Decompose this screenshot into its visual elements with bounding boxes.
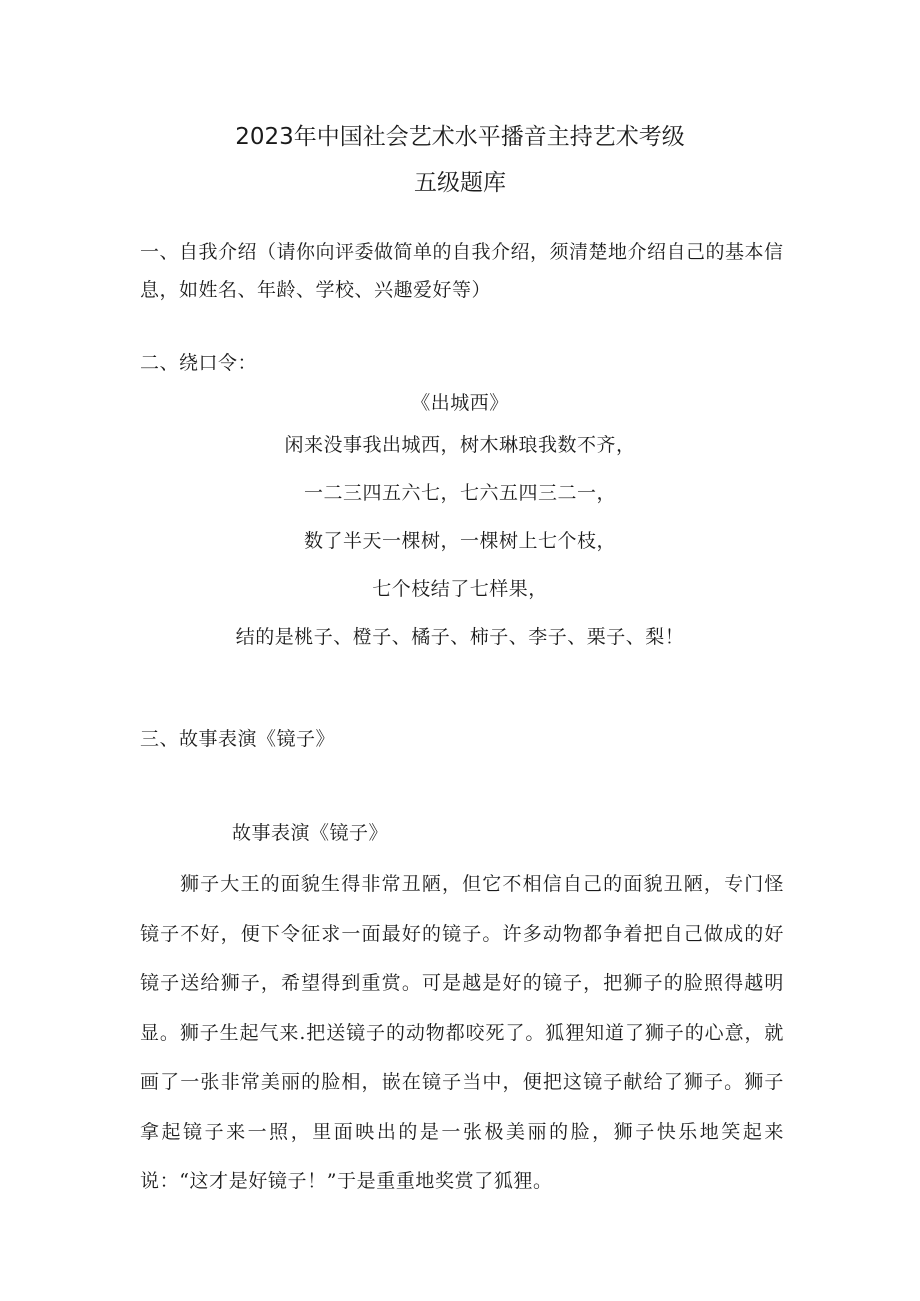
tongue-twister-poem	[0, 388, 920, 670]
section-2-heading: 二、绕口令：	[140, 352, 258, 374]
document-title-line-2: 五级题库	[414, 170, 506, 196]
story-title: 故事表演《镜子》	[232, 822, 389, 844]
poem-title: 《出城西》	[411, 392, 509, 414]
section-1-self-introduction: 一、自我介绍（请你向评委做简单的自我介绍，须清楚地介绍自己的基本信息，如姓名、年龄、学校、兴趣爱好等）	[140, 241, 784, 301]
poem-line: 结的是桃子、橙子、橘子、柿子、李子、栗子、梨！	[235, 626, 685, 648]
poem-line: 数了半天一棵树，一棵树上七个枝，	[303, 530, 616, 552]
story-paragraph: 狮子大王的面貌生得非常丑陋，但它不相信自己的面貌丑陋，专门怪镜子不好，便下令征求一面最好的镜子。许多动物都争着把自己做成的好镜子送给狮子，希望得到重赏。可是越是好的镜子，把狮子的脸照得越明显。狮子生起气来.把送镜子的动物都咬死了。狐狸知道了狮子的心意，就画了一张非常美丽的脸相，嵌在镜子当中，便把这镜子献给了狮子。狮子拿起镜子来一照，里面映出的是一张极美丽的脸，狮子快乐地笑起来说：“这才是好镜子！”于是重重地奖赏了狐狸。	[140, 873, 784, 1192]
poem-line: 闲来没事我出城西，树木琳琅我数不齐，	[284, 434, 636, 456]
poem-line: 一二三四五六七，七六五四三二一，	[303, 482, 616, 504]
document-title-line-1: 2023年中国社会艺术水平播音主持艺术考级	[235, 124, 685, 150]
section-3-heading: 三、故事表演《镜子》	[140, 728, 336, 750]
poem-line: 七个枝结了七样果，	[372, 578, 548, 600]
